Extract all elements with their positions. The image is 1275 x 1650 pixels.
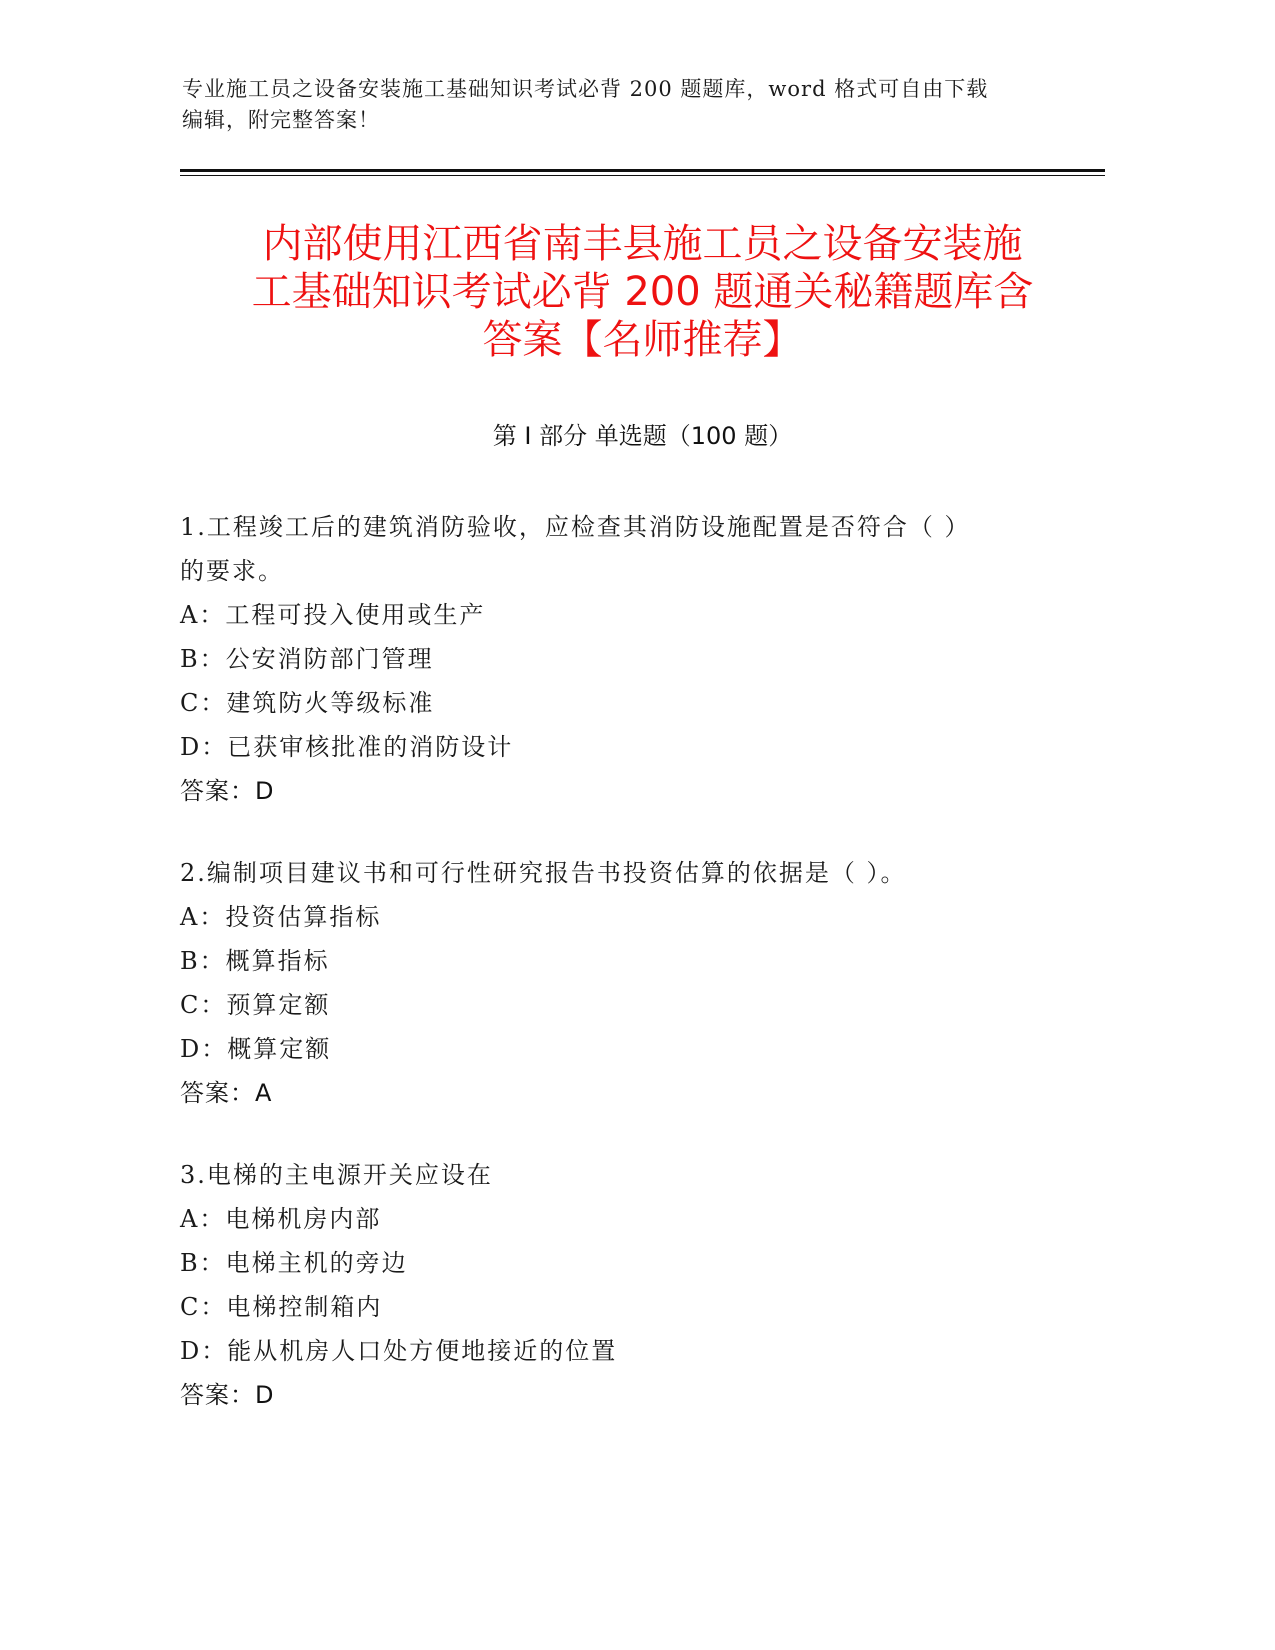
question-1 [180, 505, 1060, 813]
option-b: B：电梯主机的旁边 [180, 1249, 408, 1277]
option-c: C：预算定额 [180, 991, 331, 1019]
title-line-3: 答案【名师推荐】 [482, 317, 803, 363]
header-note [182, 74, 1082, 136]
answer: 答案：D [180, 777, 275, 805]
option-d: D：已获审核批准的消防设计 [180, 733, 514, 761]
answer: 答案：D [180, 1381, 275, 1409]
title-line-2: 工基础知识考试必背 200 题通关秘籍题库含 [251, 269, 1034, 315]
question-stem: 3.电梯的主电源开关应设在 [180, 1161, 493, 1189]
header-note-line-2: 编辑，附完整答案！ [182, 108, 380, 132]
answer: 答案：A [180, 1079, 273, 1107]
option-a: A：工程可投入使用或生产 [180, 601, 486, 629]
document-title [180, 220, 1105, 364]
option-b: B：公安消防部门管理 [180, 645, 434, 673]
question-stem: 2.编制项目建议书和可行性研究报告书投资估算的依据是（ ）。 [180, 859, 907, 887]
option-c: C：电梯控制箱内 [180, 1293, 383, 1321]
option-a: A：投资估算指标 [180, 903, 382, 931]
option-b: B：概算指标 [180, 947, 330, 975]
option-c: C：建筑防火等级标准 [180, 689, 435, 717]
option-a: A：电梯机房内部 [180, 1205, 382, 1233]
option-d: D：概算定额 [180, 1035, 332, 1063]
header-rule-thin [180, 175, 1105, 176]
question-stem: 1.工程竣工后的建筑消防验收，应检查其消防设施配置是否符合（ ） [180, 513, 971, 541]
question-2 [180, 851, 1060, 1115]
title-line-1: 内部使用江西省南丰县施工员之设备安装施 [262, 221, 1023, 267]
header-note-line-1: 专业施工员之设备安装施工基础知识考试必背 200 题题库，word 格式可自由下载 [182, 77, 989, 101]
question-list [180, 505, 1060, 1455]
question-3 [180, 1153, 1060, 1417]
section-heading: 第 I 部分 单选题（100 题） [492, 422, 793, 450]
header-rule-thick [180, 169, 1105, 172]
option-d: D：能从机房人口处方便地接近的位置 [180, 1337, 618, 1365]
question-stem-continued: 的要求。 [180, 557, 284, 585]
